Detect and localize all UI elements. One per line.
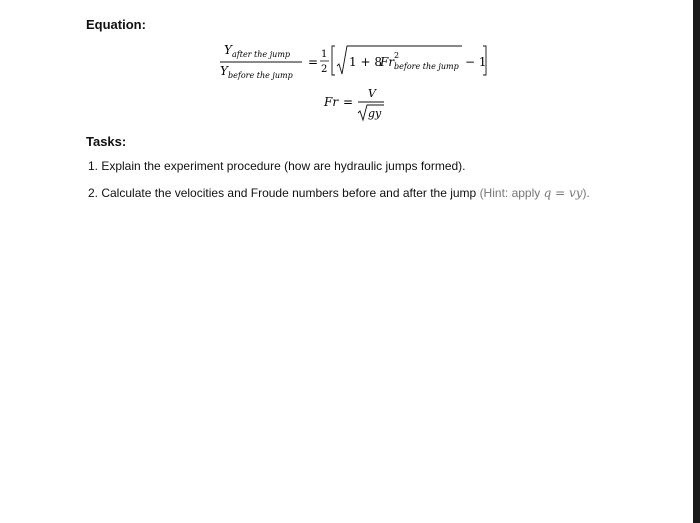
task-item-2 bbox=[88, 186, 590, 200]
froude-subscript: before the jump bbox=[394, 62, 459, 71]
hint-formula: q = vy bbox=[543, 186, 583, 200]
froude-symbol: Fr bbox=[380, 55, 395, 69]
gy-denominator: gy bbox=[368, 107, 382, 120]
denominator-var: Y bbox=[220, 64, 228, 78]
task-2-text: 2. Calculate the velocities and Froude numbers before and after the jump bbox=[88, 186, 480, 200]
equals-sign-2: = bbox=[343, 95, 354, 109]
froude-jump-equation bbox=[210, 38, 500, 84]
hint-prefix: (Hint: apply bbox=[479, 186, 544, 200]
left-bracket bbox=[332, 46, 335, 75]
minus-one: − 1 bbox=[465, 55, 487, 69]
hint-text bbox=[480, 186, 590, 200]
hint-suffix: ). bbox=[582, 186, 590, 200]
half-denominator: 2 bbox=[321, 64, 328, 75]
numerator-var: Y bbox=[224, 43, 232, 57]
tasks-heading: Tasks: bbox=[86, 134, 127, 149]
right-edge-bar bbox=[693, 0, 700, 523]
half-numerator: 1 bbox=[321, 49, 328, 60]
one-plus-eight: 1 + 8 bbox=[349, 55, 382, 69]
froude-number-definition bbox=[322, 84, 392, 124]
task-item-1: 1. Explain the experiment procedure (how are hydraulic jumps formed). bbox=[88, 159, 466, 173]
fr-lhs: Fr bbox=[324, 95, 339, 109]
denominator-sub: before the jump bbox=[228, 71, 293, 80]
froude-exponent: 2 bbox=[394, 51, 400, 60]
equals-sign-1: = bbox=[308, 55, 319, 69]
equation-heading: Equation: bbox=[86, 17, 146, 32]
numerator-sub: after the jump bbox=[232, 50, 291, 59]
velocity-numerator: V bbox=[368, 87, 376, 100]
